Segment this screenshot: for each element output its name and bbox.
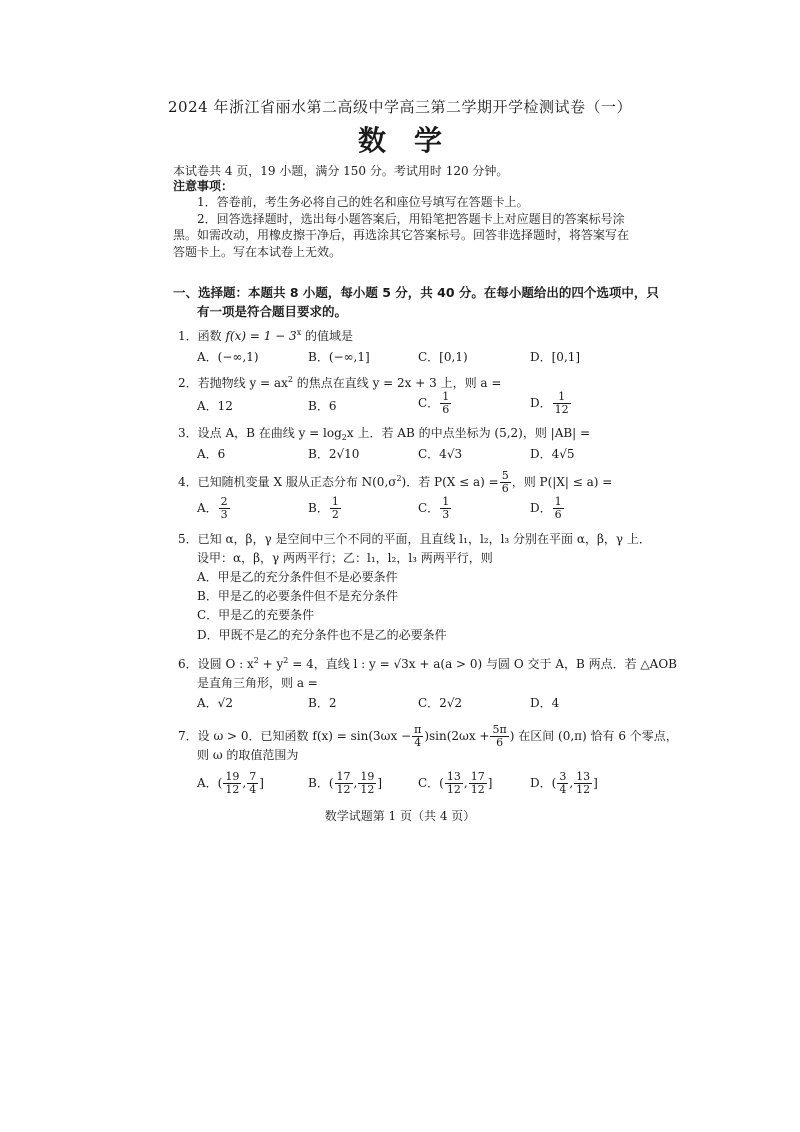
q3-option-b: B．2√10: [308, 447, 360, 461]
notice-item-2-line-3: 答题卡上。写在本试卷上无效。: [173, 245, 342, 259]
q6-option-c: C．2√2: [418, 696, 463, 710]
fraction: $\frac{\pi}{4}$: [414, 723, 422, 749]
question-3: 3．设点 A，B 在曲线 $y = \log_2x$ 上．若 AB 的中点坐标为 (5,2)，则 |AB| =: [178, 426, 591, 442]
fraction: $\frac{13}{12}$: [446, 770, 461, 796]
page-footer: 数学试题第 1 页（共 4 页）: [324, 809, 476, 823]
q3-option-d: D．4√5: [530, 447, 575, 461]
question-number: 4．: [178, 475, 198, 489]
q1-option-a: A．(−∞,1): [197, 350, 259, 364]
fraction: $\frac{1}{6}$: [442, 390, 450, 416]
fraction: $\frac{1}{3}$: [442, 495, 450, 521]
fraction: $\frac{17}{12}$: [336, 770, 351, 796]
question-number: 2．: [178, 376, 198, 390]
question-6: 6．设圆 O : $x^2 + y^2 = 4$，直线 l : y = √3x + a(a > 0) 与圆 O 交于 A，B 两点．若 △AOB: [178, 656, 677, 671]
fraction: $\frac{1}{6}$: [554, 495, 562, 521]
question-number: 7．: [178, 729, 198, 743]
q4-option-b: B． $\frac{1}{2}$: [308, 495, 339, 521]
q2-option-a: A．12: [197, 399, 233, 413]
q1-option-c: C．[0,1): [418, 350, 468, 364]
question-5: 5．已知 α，β，γ 是空间中三个不同的平面，且直线 l₁，l₂，l₃ 分别在平面 α，β，γ 上．: [178, 532, 651, 546]
q1-option-d: D．[0,1]: [530, 350, 581, 364]
q5-option-c: C．甲是乙的充要条件: [197, 608, 315, 622]
fraction: $\frac{1}{12}$: [554, 390, 569, 416]
q2-option-d: D． $\frac{1}{12}$: [530, 390, 569, 416]
q7-option-d: D．( $\frac{3}{4}$ , $\frac{13}{12}$ ]: [530, 770, 598, 796]
fraction: $\frac{19}{12}$: [225, 770, 240, 796]
q5-option-b: B．甲是乙的必要条件但不是充分条件: [197, 589, 398, 603]
q7-option-c: C．( $\frac{13}{12}$ , $\frac{17}{12}$ ]: [418, 770, 493, 796]
question-1: 1．函数 $f(x) = 1 - 3^x$ 的值域是: [178, 328, 354, 343]
fraction: $\frac{1}{2}$: [331, 495, 339, 521]
fraction: $\frac{13}{12}$: [576, 770, 591, 796]
q6-option-d: D．4: [530, 696, 560, 710]
notice-item-2-line-2: 黑。如需改动，用橡皮擦干净后，再选涂其它答案标号。回答非选择题时，将答案写在: [173, 228, 630, 242]
notice-item-1: 1．答卷前，考生务必将自己的姓名和座位号填写在答题卡上。: [197, 195, 529, 209]
section-heading-line-2: 有一项是符合题目要求的。: [197, 304, 348, 319]
q5-option-d: D．甲既不是乙的充分条件也不是乙的必要条件: [197, 628, 447, 642]
exam-title: 2024 年浙江省丽水第二高级中学高三第二学期开学检测试卷（一）: [168, 98, 632, 116]
q4-option-a: A． $\frac{2}{3}$: [197, 495, 228, 521]
fraction: $\frac{17}{12}$: [470, 770, 485, 796]
fraction: $\frac{5\pi}{6}$: [492, 723, 507, 749]
q4-option-c: C． $\frac{1}{3}$: [418, 495, 450, 521]
q6-option-a: A．√2: [197, 696, 233, 710]
notice-heading: 注意事项：: [173, 179, 234, 193]
fraction: $\frac{5}{6}$: [501, 469, 509, 495]
fraction: $\frac{3}{4}$: [559, 770, 567, 796]
q4-option-d: D． $\frac{1}{6}$: [530, 495, 562, 521]
question-number: 5．: [178, 532, 198, 546]
q6-option-b: B．2: [308, 696, 337, 710]
q7-option-a: A．( $\frac{19}{12}$ , $\frac{7}{4}$ ]: [197, 770, 264, 796]
question-4: 4．已知随机变量 X 服从正态分布 $N(0,\sigma^2)$．若 P(X ≤ a) = $\frac{5}{6}$ ，则 P(|X| ≤ a) =: [178, 469, 613, 495]
subject-heading: 数学: [357, 124, 470, 157]
question-7-line-2: 则 ω 的取值范围为: [197, 748, 299, 762]
section-heading-line-1: 一、选择题：本题共 8 小题，每小题 5 分，共 40 分。在每小题给出的四个选项中，只: [173, 285, 659, 300]
question-number: 6．: [178, 657, 198, 671]
question-number: 1．: [178, 329, 198, 343]
fraction: $\frac{2}{3}$: [220, 495, 228, 521]
question-7: 7．设 ω > 0．已知函数 f(x) = sin(3ωx − $\frac{\pi}{4}$ )sin(2ωx + $\frac{5\pi}{6}$ ) 在区间 (0,π) 恰有 6 个零点，: [178, 723, 678, 749]
q3-option-a: A．6: [197, 447, 226, 461]
question-number: 3．: [178, 426, 198, 440]
question-2: 2．若抛物线 $y = ax^2$ 的焦点在直线 y = 2x + 3 上，则 a =: [178, 375, 502, 390]
question-6-line-2: 是直角三角形，则 a =: [197, 676, 318, 690]
question-5-line-2: 设甲：α，β，γ 两两平行；乙：l₁，l₂，l₃ 两两平行，则: [197, 551, 493, 565]
q7-option-b: B．( $\frac{17}{12}$ , $\frac{19}{12}$ ]: [308, 770, 383, 796]
q2-option-c: C． $\frac{1}{6}$: [418, 390, 450, 416]
fraction: $\frac{7}{4}$: [249, 770, 257, 796]
q5-option-a: A．甲是乙的充分条件但不是必要条件: [197, 570, 398, 584]
q2-option-b: B．6: [308, 399, 337, 413]
exam-summary: 本试卷共 4 页，19 小题，满分 150 分。考试用时 120 分钟。: [173, 164, 509, 178]
fraction: $\frac{19}{12}$: [360, 770, 375, 796]
notice-item-2-line-1: 2．回答选择题时，选出每小题答案后，用铅笔把答题卡上对应题目的答案标号涂: [197, 212, 625, 226]
q3-option-c: C．4√3: [418, 447, 463, 461]
q1-option-b: B．(−∞,1]: [308, 350, 370, 364]
